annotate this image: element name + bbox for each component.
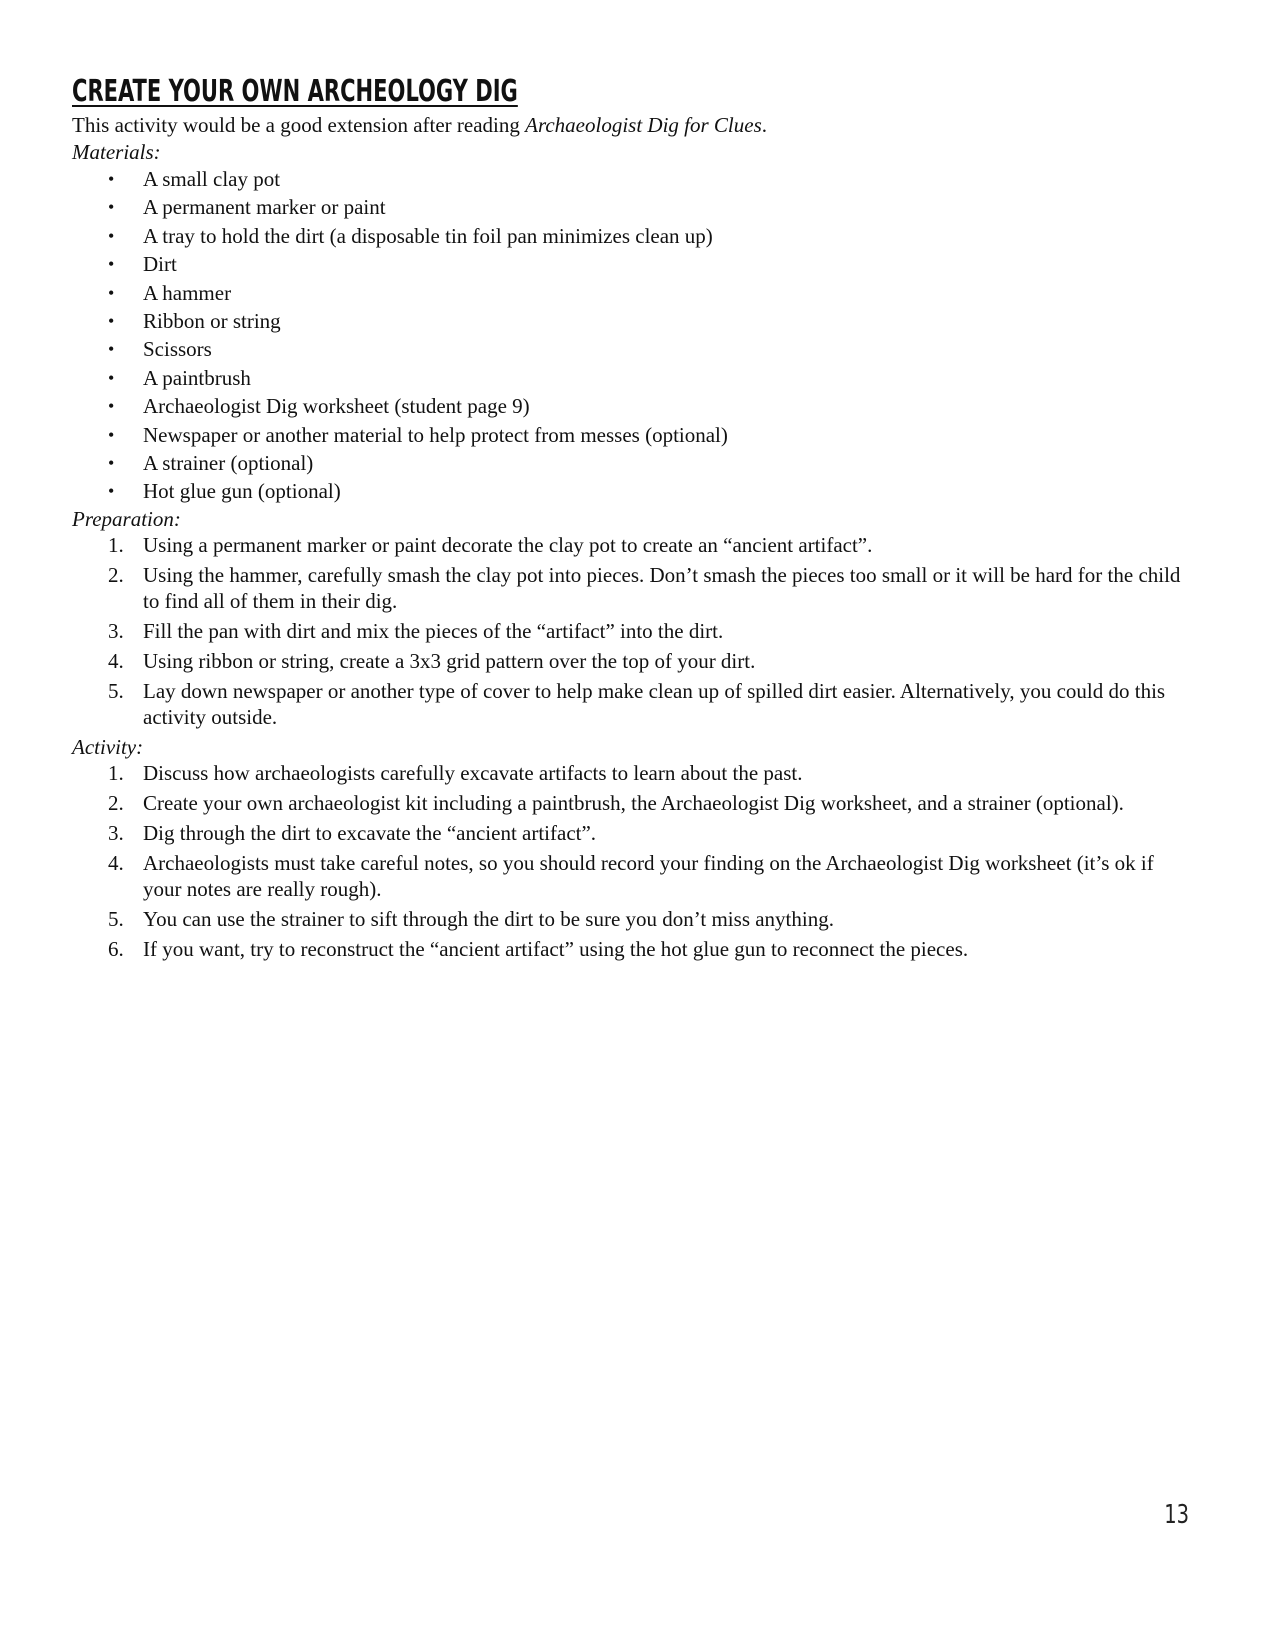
list-item <box>72 307 1192 335</box>
step-number: 4. <box>108 648 124 673</box>
bullet: • <box>108 282 115 303</box>
step-number: 5. <box>108 906 124 931</box>
list-item <box>72 392 1192 420</box>
step-number: 3. <box>108 618 124 643</box>
step-number: 3. <box>108 820 124 845</box>
bullet: • <box>108 453 115 474</box>
bullet: • <box>108 367 115 388</box>
material-text: Ribbon or string <box>143 309 281 334</box>
material-text: Newspaper or another material to help protect from messes (optional) <box>143 422 728 447</box>
list-item <box>72 906 1192 932</box>
materials-label: Materials: <box>72 140 161 164</box>
list-item <box>72 165 1192 193</box>
step-number: 6. <box>108 936 124 961</box>
step-text: You can use the strainer to sift through the dirt to be sure you don’t miss anything. <box>143 906 834 931</box>
page-number: 13 <box>1164 1500 1189 1530</box>
bullet: • <box>108 169 115 189</box>
intro-text: This activity would be a good extension after reading <box>72 113 526 137</box>
step-text: Using ribbon or string, create a 3x3 grid pattern over the top of your dirt. <box>143 648 756 673</box>
list-item <box>72 279 1192 307</box>
book-title: Archaeologist Dig for Clues <box>525 113 762 137</box>
list-item <box>72 760 1192 786</box>
list-item <box>72 335 1192 363</box>
material-text: Scissors <box>143 337 212 362</box>
bullet: • <box>108 481 115 502</box>
list-item <box>72 618 1192 644</box>
materials-list <box>72 165 1192 506</box>
list-item <box>72 562 1192 614</box>
material-text: A permanent marker or paint <box>143 195 386 220</box>
material-text: A small clay pot <box>143 167 281 191</box>
list-item <box>72 820 1192 846</box>
activity-label: Activity: <box>72 734 144 759</box>
step-text: Archaeologists must take careful notes, so you should record your finding on the Archaeologist Dig worksheet (it’s ok if your notes are really rough). <box>143 850 1154 901</box>
step-text: Lay down newspaper or another type of cover to help make clean up of spilled dirt easier. Alternatively, you could do this activity outside. <box>143 678 1166 729</box>
step-number: 1. <box>108 532 124 557</box>
page-title: CREATE YOUR OWN ARCHEOLOGY DIG <box>72 74 518 109</box>
bullet: • <box>108 339 115 360</box>
material-text: A tray to hold the dirt (a disposable tin foil pan minimizes clean up) <box>143 223 713 248</box>
material-text: A paintbrush <box>143 365 251 390</box>
material-text: Archaeologist Dig worksheet (student page 9) <box>143 394 530 419</box>
step-number: 5. <box>108 678 124 703</box>
list-item <box>72 449 1192 477</box>
material-text: Dirt <box>143 252 177 277</box>
step-number: 2. <box>108 562 124 587</box>
bullet: • <box>108 424 115 445</box>
preparation-list <box>72 532 1192 730</box>
list-item <box>72 222 1192 250</box>
list-item <box>72 936 1192 962</box>
list-item <box>72 532 1192 558</box>
document-page <box>72 74 1192 966</box>
bullet: • <box>108 254 115 275</box>
bullet: • <box>108 311 115 332</box>
list-item <box>72 477 1192 505</box>
list-item <box>72 364 1192 392</box>
material-text: Hot glue gun (optional) <box>143 479 341 504</box>
list-item <box>72 193 1192 221</box>
list-item <box>72 648 1192 674</box>
step-number: 1. <box>108 760 124 785</box>
step-text: Discuss how archaeologists carefully excavate artifacts to learn about the past. <box>143 760 803 785</box>
step-number: 4. <box>108 850 124 875</box>
step-text: Create your own archaeologist kit including a paintbrush, the Archaeologist Dig worksheet, and a strainer (optional). <box>143 790 1124 815</box>
step-number: 2. <box>108 790 124 815</box>
step-text: Using a permanent marker or paint decorate the clay pot to create an “ancient artifact”. <box>143 532 873 557</box>
list-item <box>72 790 1192 816</box>
material-text: A strainer (optional) <box>143 451 314 476</box>
bullet: • <box>108 197 115 218</box>
material-text: A hammer <box>143 280 232 305</box>
list-item <box>72 850 1192 902</box>
bullet: • <box>108 396 115 417</box>
step-text: Dig through the dirt to excavate the “ancient artifact”. <box>143 820 597 845</box>
list-item <box>72 421 1192 449</box>
list-item <box>72 250 1192 278</box>
preparation-label: Preparation: <box>72 506 181 531</box>
intro-paragraph <box>72 112 1192 139</box>
step-text: If you want, try to reconstruct the “ancient artifact” using the hot glue gun to reconnect the pieces. <box>143 936 969 961</box>
step-text: Fill the pan with dirt and mix the pieces of the “artifact” into the dirt. <box>143 618 724 643</box>
activity-list <box>72 760 1192 962</box>
step-text: Using the hammer, carefully smash the clay pot into pieces. Don’t smash the pieces too small or it will be hard for the child to find all of them in their dig. <box>143 562 1181 613</box>
list-item <box>72 678 1192 730</box>
bullet: • <box>108 225 115 246</box>
intro-end: . <box>761 113 768 137</box>
